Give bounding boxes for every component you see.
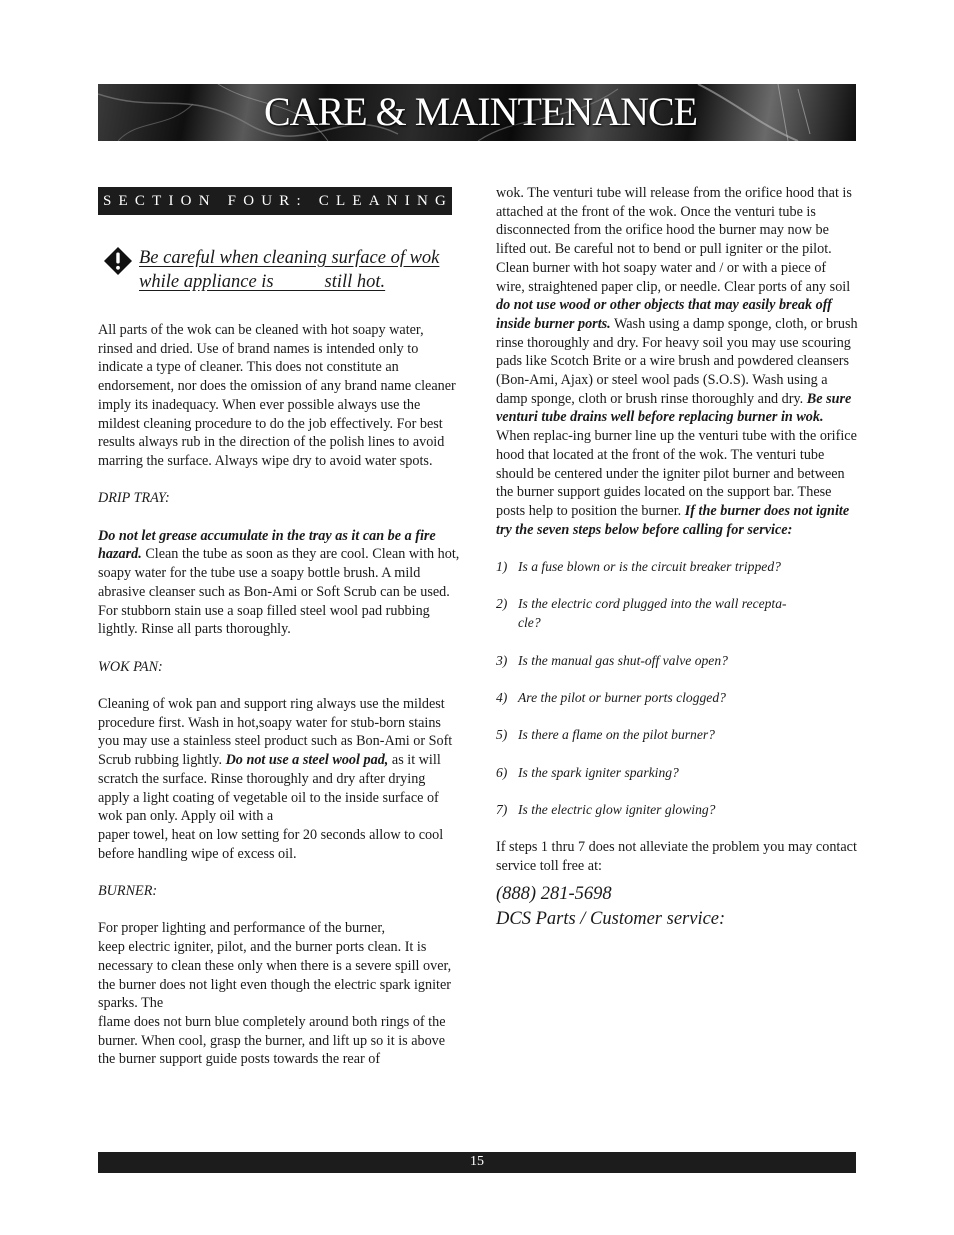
warning-line-1: Be careful when cleaning surface of wok (139, 248, 440, 268)
footer-bar (98, 1152, 856, 1173)
burner-cont-text-1: wok. The venturi tube will release from the orifice hood that is attached at the front of the wok. Once the venturi tube is disconnected from the orifice hood the burner may now be lifted out. Be careful not to bend or pull igniter or the pilot. Clean burner with hot soapy water and / or with a piece of wire, straightened paper clip, or needle. Clear ports of any soil (496, 185, 852, 295)
step-item-continued: cle? (518, 615, 541, 631)
header-banner (98, 84, 856, 141)
wok-pan-text-1: Cleaning of wok pan and support ring always use the mildest procedure first. Wash in hot,soapy water for stub-born stains you may use a stainless steel product such as Bon-Ami or Soft Scrub rubbing lightly. (98, 696, 453, 769)
burner-continued-paragraph (496, 184, 858, 539)
burner-cont-warning-2: Be sure venturi tube drains well before replacing burner in wok. (496, 390, 852, 426)
burner-cont-warning-1: do not use wood or other objects that may easily break off inside burner ports. (496, 297, 832, 332)
warning-line-2: while appliance is still hot. (139, 272, 386, 292)
burner-text-3: flame does not burn blue completely around both rings of the burner. When cool, grasp the burner, and lift up so it is above the burner support guide posts towards the rear of (98, 1013, 446, 1068)
drip-tray-warning: Do not let grease accumulate in the tray as it can be a fire hazard. (98, 527, 436, 563)
section-heading: SECTION FOUR: CLEANING (98, 187, 452, 215)
wok-pan-text-2: as it will (388, 752, 441, 769)
service-label: DCS Parts / Customer service: (496, 908, 726, 929)
burner-label: BURNER: (98, 883, 158, 900)
step-item: 3) Is the manual gas shut-off valve open? (496, 652, 728, 668)
burner-cont-warning-3: If the burner does not ignite try the seven steps below before calling for service: (496, 502, 850, 538)
drip-tray-label: DRIP TRAY: (98, 490, 170, 507)
wok-pan-paragraph (98, 695, 460, 770)
burner-cont-text-2: Wash using a damp sponge, cloth, or brush rinse thoroughly and dry. For heavy soil you may use scouring pads like Scotch Brite or a wire brush and powdered cleansers (Bon-Ami, Ajax) or steel wool pads (S.O.S). Wash using a damp sponge, cloth or brush rinse thoroughly and dry. (496, 315, 858, 407)
closing-paragraph: If steps 1 thru 7 does not alleviate the problem you may contact service toll free at: (496, 839, 857, 875)
step-item: 1) Is a fuse blown or is the circuit breaker tripped? (496, 559, 781, 575)
step-item: 5) Is there a flame on the pilot burner? (496, 727, 715, 743)
burner-text-1: For proper lighting and performance of the burner, (98, 920, 386, 937)
left-column (98, 321, 460, 1069)
drip-tray-paragraph (98, 527, 460, 639)
phone-number: (888) 281-5698 (496, 883, 612, 904)
drip-tray-text: Clean the tube as soon as they are cool. Clean with hot, soapy water for the tube use a soapy bottle brush. A mild abrasive cleanser such as Bon-Ami or Soft Scrub can be used. For stubborn stain use a soap filled steel wool pad rubbing lightly. Rinse all parts thoroughly. (98, 546, 460, 638)
exclamation-icon (103, 246, 133, 276)
right-column (496, 184, 858, 932)
wok-pan-warning: Do not use a steel wool pad, (225, 752, 389, 769)
step-item: 7) Is the electric glow igniter glowing? (496, 802, 716, 818)
troubleshooting-steps (496, 539, 858, 819)
step-item: 6) Is the spark igniter sparking? (496, 764, 679, 780)
step-item: 2) Is the electric cord plugged into the wall recepta- (496, 596, 787, 612)
page-number: 15 (470, 1154, 484, 1169)
step-item: 4) Are the pilot or burner ports clogged? (496, 689, 726, 705)
intro-paragraph: All parts of the wok can be cleaned with hot soapy water, rinsed and dried. Use of brand names is intended only to indicate a type of cleaner. This does not constitute an endorsement, nor does the omission of any brand name cleaner imply its inadequacy. When ever possible always use the mildest cleaning procedure to do the job effectively. For best results always rub in the direction of the polish lines to avoid marring the surface. Always wipe dry to avoid water spots. (98, 322, 456, 469)
burner-cont-text-3: When replac-ing burner line up the venturi tube with the orifice hood that located at the front of the wok. The venturi tube should be centered under the igniter pilot burner and between the burner support guides located on the support bar. These posts help to position the burner. (496, 428, 857, 519)
contact-block (496, 882, 858, 932)
wok-pan-text-3: scratch the surface. Rinse thoroughly and dry after drying apply a light coating of vegetable oil to the inside surface of wok pan only. Apply oil with a (98, 770, 439, 825)
page-title: CARE & MAINTENANCE (264, 89, 698, 134)
burner-text-2: keep electric igniter, pilot, and the burner ports clean. It is necessary to clean these only when there is a severe spill over, the burner does not light even though the electric spark igniter sparks. The (98, 939, 452, 1012)
wok-pan-label: WOK PAN: (98, 658, 163, 675)
wok-pan-text-4: paper towel, heat on low setting for 20 seconds allow to cool before handling wipe of excess oil. (98, 826, 444, 862)
warning-message (139, 246, 459, 294)
